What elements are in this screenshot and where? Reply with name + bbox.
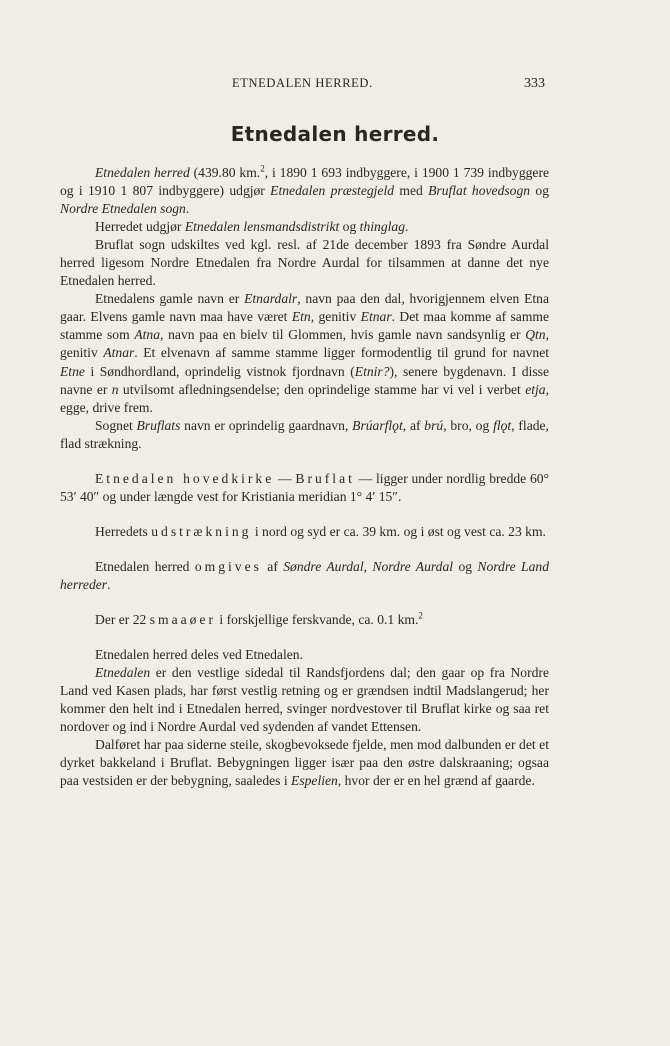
term: thinglag xyxy=(359,219,405,235)
paragraph-valley xyxy=(60,664,549,736)
term: Etnir? xyxy=(354,363,390,379)
text-run: , genitiv xyxy=(310,309,361,325)
text-run: og xyxy=(453,558,478,574)
paragraph-settlement xyxy=(60,736,549,790)
text-run: (439.80 km. xyxy=(189,165,261,180)
text-run: — xyxy=(274,470,296,486)
term: Etnedalen præstegjeld xyxy=(270,183,395,199)
paragraph-extent xyxy=(60,523,549,541)
term: Nordre Land herreder xyxy=(60,558,549,592)
term: Etnardalr xyxy=(244,291,298,307)
text-run: Sognet xyxy=(95,417,137,433)
superscript: 2 xyxy=(260,163,265,174)
paragraph-church-location xyxy=(60,470,549,506)
text-run: — ligger under nordlig bredde 60° 53′ 40″ og under længde vest for Kristiania meridian 1° 4′ 15″. xyxy=(60,470,549,504)
paragraph-islands xyxy=(60,611,549,629)
spaced-term: Etnedalen hovedkirke xyxy=(95,470,275,486)
text-run: . xyxy=(107,576,111,592)
text-run: , navn paa den dal, hvorigjennem elven Etna gaar. Elvens gamle navn maa have været xyxy=(60,291,549,325)
term: Espelien xyxy=(291,773,338,789)
term: brú xyxy=(424,417,444,433)
text-run: , i 1890 1 693 indbyggere, i 1900 1 739 indbyggere og i 1910 1 807 indbyggere) udgjør xyxy=(60,165,550,199)
text-run: af xyxy=(261,558,284,574)
text-run: og xyxy=(339,219,360,235)
term: Qtn xyxy=(525,327,546,343)
term: Etnedalen lensmandsdistrikt xyxy=(184,219,340,235)
text-run: , genitiv xyxy=(60,327,549,361)
spaced-term: omgives xyxy=(194,558,262,574)
text-run: i Søndhordland, oprindelig vistnok fjordnavn ( xyxy=(84,363,355,379)
text-run: er den vestlige sidedal til Randsfjordens dal; den gaar op fra Nordre Land ved Kasen plads, har først vestlig retning og er grændsen indtil Madslangerud; her kommer den helt ind i Etnedalen herred, svinger nordvestover til Bruflat kirke og saa ret nordover og ind i Nordre Aurdal ved sydenden af vandet Ettensen. xyxy=(60,665,549,735)
text-run: , xyxy=(363,558,373,574)
term: Nordre Aurdal xyxy=(372,558,454,574)
text-run: Etnedalens gamle navn er xyxy=(95,291,245,307)
text-run: i nord og syd er ca. 39 km. og i øst og vest ca. 23 km. xyxy=(251,523,546,539)
superscript: 2 xyxy=(418,610,423,621)
text-run: Etnedalen herred xyxy=(95,558,195,574)
running-head-title: ETNEDALEN HERRED. xyxy=(232,76,373,90)
text-run: navn er oprindelig gaardnavn, xyxy=(180,417,353,433)
term: Atnar xyxy=(103,345,135,361)
text-run: Herredets xyxy=(95,523,152,539)
text-run: og xyxy=(530,183,549,199)
spaced-term: udstrækning xyxy=(151,523,252,539)
term: Bruflat hovedsogn xyxy=(428,183,531,199)
term: Bruflats xyxy=(136,417,181,433)
running-head xyxy=(0,76,670,92)
term: Etnar xyxy=(360,309,392,325)
term: flǫt xyxy=(493,417,512,433)
text-run: med xyxy=(394,183,429,199)
term: Atna xyxy=(134,327,161,343)
text-run: i forskjellige ferskvande, ca. 0.1 km. xyxy=(216,611,419,627)
text-run: . Det maa komme af samme stamme som xyxy=(60,309,550,343)
term: etja xyxy=(525,381,546,397)
term: Nordre Etnedalen sogn xyxy=(60,201,186,217)
paragraph-name-origin xyxy=(60,290,549,416)
text-run: Herredet udgjør xyxy=(95,219,185,235)
body-text xyxy=(60,164,549,790)
text-run: utvilsomt afledningsendelse; den oprindelige stamme har vi vel i verbet xyxy=(118,381,526,397)
term: Etnedalen xyxy=(95,665,151,681)
text-run: Dalføret har paa siderne steile, skogbevoksede fjelde, men mod dalbunden er det et dyrket bakkeland i Bruflat. Bebygningen ligger især paa den østre dalskraaning; ogsaa paa vestsiden er der bebygning, saaledes i xyxy=(60,737,549,789)
text-run: , flade, flad strækning. xyxy=(60,417,549,451)
paragraph-parish-name xyxy=(60,417,549,453)
text-run: , hvor der er en hel grænd af gaarde. xyxy=(337,773,535,789)
paragraph-district xyxy=(60,218,549,236)
text-run: . Et elvenavn af samme stamme ligger formodentlig til grund for navnet xyxy=(134,345,549,361)
paragraph-division: Etnedalen herred deles ved Etnedalen. xyxy=(95,647,303,663)
paragraph-history: Bruflat sogn udskiltes ved kgl. resl. af 21de december 1893 fra Søndre Aurdal herred ligesom Nordre Etnedalen fra Nordre Aurdal for tilsammen at danne det nye Etnedalen herred. xyxy=(60,237,549,289)
paragraph-intro xyxy=(60,164,549,218)
page-number: 333 xyxy=(524,76,545,91)
term: Etn xyxy=(291,309,311,325)
term: Brúarflǫt xyxy=(352,417,403,433)
term: Søndre Aurdal xyxy=(283,558,364,574)
text-run: ), senere bygdenavn. I disse navne er xyxy=(60,363,549,397)
spaced-term: Bruflat xyxy=(295,470,355,486)
text-run: . xyxy=(185,201,190,217)
text-run: , egge, drive frem. xyxy=(60,381,549,415)
term: Etne xyxy=(60,363,85,379)
text-run: , af xyxy=(402,417,425,433)
text-run: . xyxy=(405,219,409,235)
term: Etnedalen herred xyxy=(95,165,190,180)
term: n xyxy=(111,381,119,397)
chapter-title: Etnedalen herred. xyxy=(230,122,440,146)
paragraph-borders xyxy=(60,558,549,594)
text-run: Der er 22 xyxy=(95,611,150,627)
text-run: , bro, og xyxy=(443,417,494,433)
spaced-term: smaaøer xyxy=(149,611,217,627)
text-run: , navn paa en bielv til Glommen, hvis gamle navn sandsynlig er xyxy=(160,327,526,343)
